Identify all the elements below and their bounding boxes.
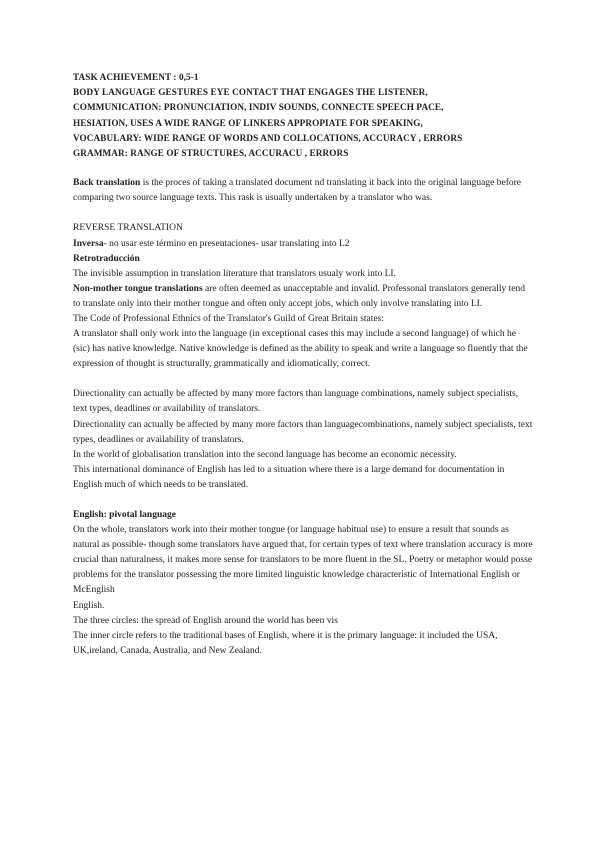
retrotraduccion-label	[73, 252, 533, 267]
header-line: GRAMMAR: RANGE OF STRUCTURES, ACCURACU , ERRORS	[73, 148, 349, 159]
directionality-paragraph: Directionality can actually be affected by many more factors than language combinations, namely subject specialists, text types, deadlines or availability of translators.	[73, 389, 519, 415]
header-line: COMMUNICATION: PRONUNCIATION, INDIV SOUNDS, CONNECTE SPEECH PACE,	[73, 102, 444, 113]
header-line: VOCABULARY: WIDE RANGE OF WORDS AND COLLOCATIONS, ACCURACY , ERRORS	[73, 132, 463, 143]
inversa-line	[73, 237, 533, 252]
non-mother-tongue-paragraph	[73, 282, 533, 312]
inner-circle-paragraph: The inner circle refers to the traditional bases of English, where it is the primary language: it included the USA, UK,ireland, Canada, Australia, and New Zealand.	[73, 630, 498, 656]
non-mother-tongue-term: Non-mother tongue translations	[73, 283, 203, 294]
criteria-header	[73, 70, 533, 161]
english-pivotal-heading	[73, 508, 533, 523]
non-mother-tongue-text: are often deemed as unacceptable and invalid. Professonal translators generally tend to translate only into their mother tongue and often only accept jobs, which only involve translating into LI.	[73, 283, 526, 309]
header-line: HESIATION, USES A WIDE RANGE OF LINKERS APPROPIATE FOR SPEAKING,	[73, 117, 423, 128]
english-dominance-paragraph: This international dominance of English has led to a situation where there is a large demand for documentation in English much of which needs to be translated.	[73, 464, 505, 490]
document-page	[73, 70, 533, 659]
back-translation-term: Back translation	[73, 178, 141, 189]
back-translation-text: is the proces of taking a translated document nd translating it back into the original language before comparing two source language texts. This rask is usually undertaken by a translator who was.	[73, 178, 521, 204]
code-of-ethics-text: The Code of Professional Ethnics of the Translator's Guild of Great Britain states:	[73, 313, 384, 324]
three-circles-line: The three circles: the spread of English around the world has been vis	[73, 615, 338, 626]
globalisation-paragraph: In the world of globalisation translation into the second language has become an economic necessity.	[73, 449, 457, 460]
inversa-text: - no usar este término en presentaciones- usar translating into L2	[103, 238, 350, 249]
reverse-translation-heading: REVERSE TRANSLATION	[73, 223, 183, 234]
header-line: BODY LANGUAGE GESTURES EYE CONTACT THAT ENGAGES THE LISTENER,	[73, 87, 428, 98]
inversa-term: Inversa	[73, 238, 104, 249]
header-line: TASK ACHIEVEMENT : 0,5-1	[73, 72, 199, 82]
assumption-text: The invisible assumption in translation literature that translators usualy work into LI.	[73, 268, 396, 279]
retrotraduccion-term: Retrotraducción	[73, 253, 140, 264]
mother-tongue-paragraph: On the whole, translators work into their mother tongue (or language habitual use) to ensure a result that sounds as natural as possible- though some translators have argued that, for certain types of text where translation accuracy is more crucial than naturalness, it makes more sense for translators to be more fluent in the SL. Poetry or metaphor would posse problems for the translator possessing the more limited linguistic knowledge characteristic of International English or McEnglish	[73, 525, 533, 596]
english-line: English.	[73, 600, 105, 611]
directionality-paragraph: Directionality can actually be affected by many more factors than languagecombinations, namely subject specialists, text types, deadlines or availability of translators.	[73, 419, 533, 445]
back-translation-paragraph	[73, 176, 533, 206]
translator-rule-text: A translator shall only work into the language (in exceptional cases this may include a second language) of which he (sic) has native knowledge. Native knowledge is defined as the ability to speak and write a language so fluently that the expression of thought is structurally, grammatically and idiomatically, correct.	[73, 329, 528, 370]
english-pivotal-term: English: pivotal language	[73, 510, 176, 520]
